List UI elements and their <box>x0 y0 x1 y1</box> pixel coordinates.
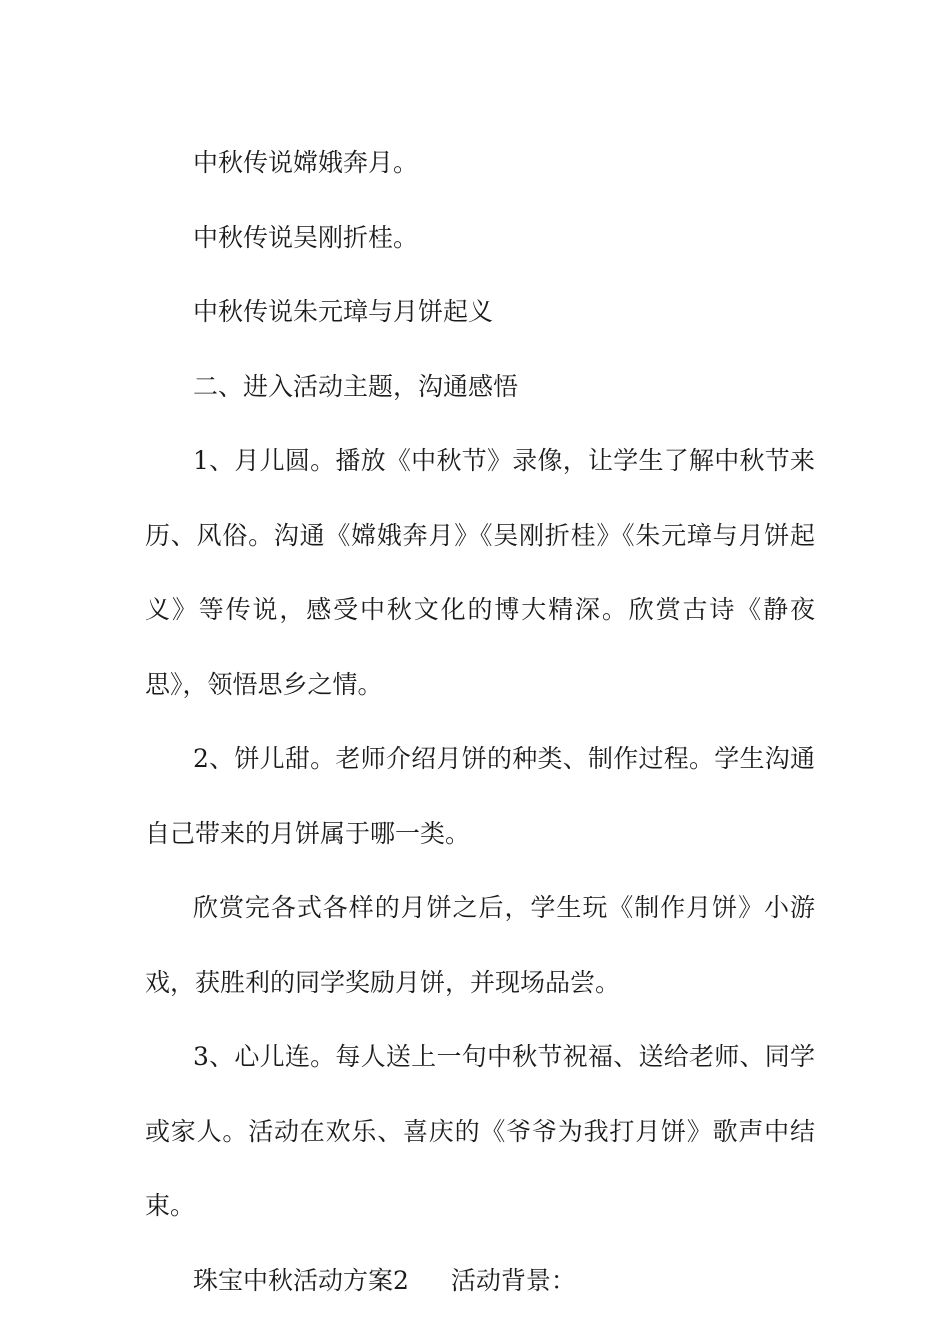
plan-title: 珠宝中秋活动方案2 <box>193 1265 409 1295</box>
paragraph-zhu-yuanzhang: 中秋传说朱元璋与月饼起义 <box>193 297 494 326</box>
paragraph-wu-gang: 中秋传说吴刚折桂。 <box>193 222 419 252</box>
plan-heading-line <box>145 1244 815 1319</box>
document-body <box>145 126 815 1318</box>
section-heading-activity-theme: 二、进入活动主题，沟通感悟 <box>193 371 519 401</box>
paragraph-mooncake-sweet: 2、饼儿甜。老师介绍月饼的种类、制作过程。学生沟通自己带来的月饼属于哪一类。 <box>145 744 815 848</box>
paragraph-chang-e: 中秋传说嫦娥奔月。 <box>193 148 419 177</box>
paragraph-moon-round: 1、月儿圆。播放《中秋节》录像，让学生了解中秋节来历、风俗。沟通《嫦娥奔月》《吴刚折桂》《朱元璋与月饼起义》等传说，感受中秋文化的博大精深。欣赏古诗《静夜思》，领悟思乡之情。 <box>145 446 815 699</box>
plan-subtitle: 活动背景： <box>450 1265 576 1295</box>
paragraph-heart-connect: 3、心儿连。每人送上一句中秋节祝福、送给老师、同学或家人。活动在欢乐、喜庆的《爷爷为我打月饼》歌声中结束。 <box>145 1042 815 1220</box>
paragraph-mooncake-game: 欣赏完各式各样的月饼之后，学生玩《制作月饼》小游戏，获胜利的同学奖励月饼，并现场品尝。 <box>145 893 815 997</box>
